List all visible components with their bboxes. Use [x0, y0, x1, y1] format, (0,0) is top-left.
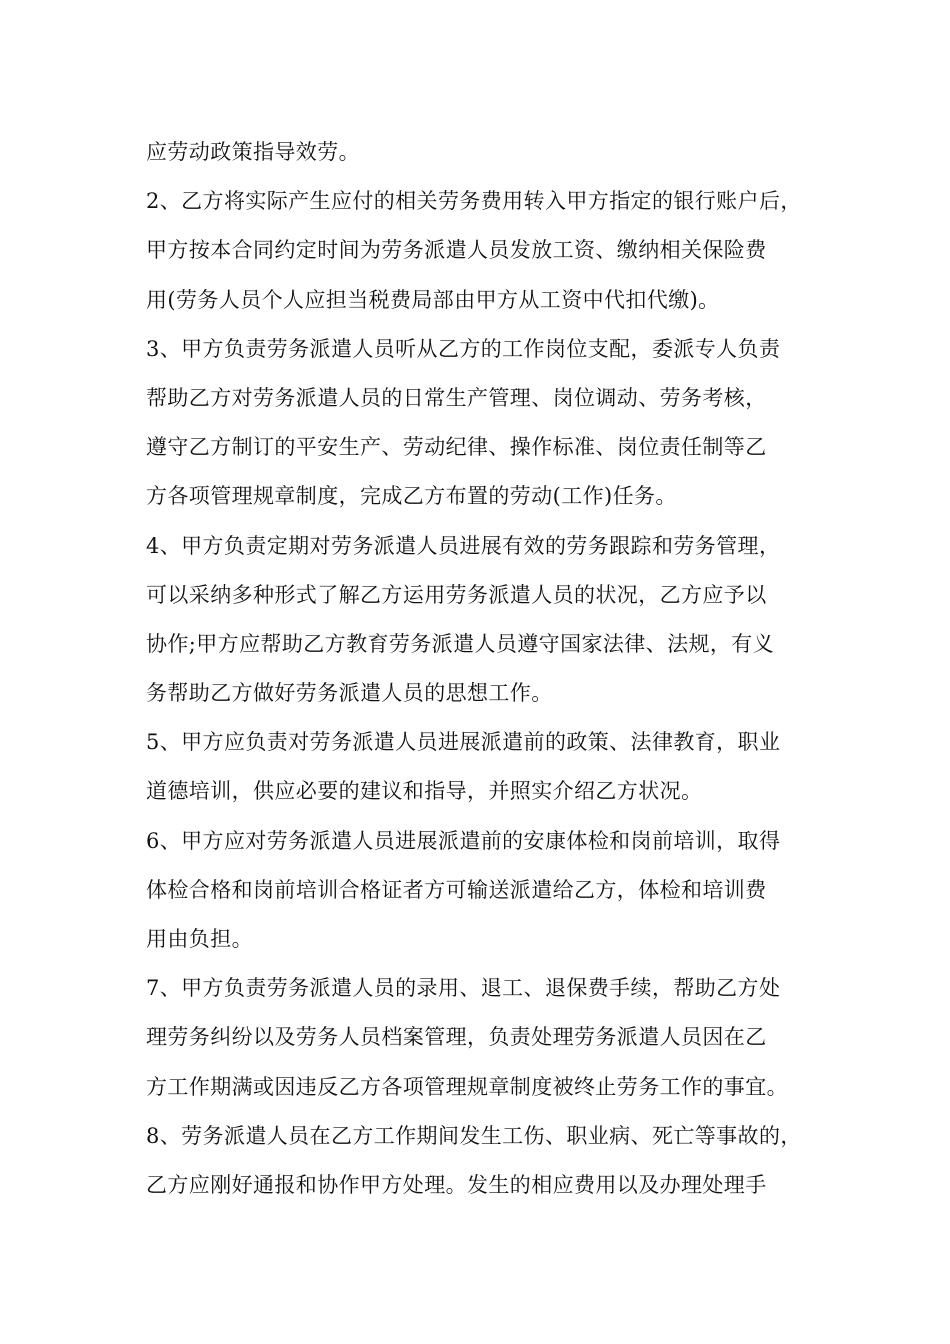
text-line: 应劳动政策指导效劳。	[146, 140, 360, 164]
text-line: 用(劳务人员个人应担当税费局部由甲方从工资中代扣代缴)。	[146, 287, 720, 312]
text-line: 方工作期满或因违反乙方各项管理规章制度被终止劳务工作的事宜。	[146, 1074, 788, 1099]
text-line: 5、甲方应负责对劳务派遣人员进展派遣前的政策、法律教育，职业	[146, 730, 781, 755]
text-line: 遵守乙方制订的平安生产、劳动纪律、操作标准、岗位责任制等乙	[146, 435, 767, 460]
text-line: 用由负担。	[146, 927, 253, 951]
text-line: 理劳务纠纷以及劳务人员档案管理，负责处理劳务派遣人员因在乙	[146, 1025, 767, 1050]
text-line: 3、甲方负责劳务派遣人员听从乙方的工作岗位支配，委派专人负责	[146, 336, 781, 361]
text-line: 8、劳务派遣人员在乙方工作期间发生工伤、职业病、死亡等事故的，	[146, 1123, 802, 1148]
text-line: 6、甲方应对劳务派遣人员进展派遣前的安康体检和岗前培训，取得	[146, 828, 781, 853]
text-line: 乙方应刚好通报和协作甲方处理。发生的相应费用以及办理处理手	[146, 1172, 767, 1197]
text-line: 甲方按本合同约定时间为劳务派遣人员发放工资、缴纳相关保险费	[146, 238, 767, 263]
text-line: 体检合格和岗前培训合格证者方可输送派遣给乙方，体检和培训费	[146, 877, 767, 902]
text-line: 可以采纳多种形式了解乙方运用劳务派遣人员的状况，乙方应予以	[146, 582, 767, 607]
text-line: 方各项管理规章制度，完成乙方布置的劳动(工作)任务。	[146, 484, 677, 509]
text-line: 帮助乙方对劳务派遣人员的日常生产管理、岗位调动、劳务考核，	[146, 385, 767, 410]
text-line: 协作;甲方应帮助乙方教育劳务派遣人员遵守国家法律、法规，有义	[146, 631, 775, 656]
text-line: 7、甲方负责劳务派遣人员的录用、退工、退保费手续，帮助乙方处	[146, 976, 781, 1001]
text-line: 道德培训，供应必要的建议和指导，并照实介绍乙方状况。	[146, 779, 703, 804]
text-line: 2、乙方将实际产生应付的相关劳务费用转入甲方指定的银行账户后，	[146, 189, 802, 214]
text-line: 4、甲方负责定期对劳务派遣人员进展有效的劳务跟踪和劳务管理，	[146, 533, 781, 558]
text-line: 务帮助乙方做好劳务派遣人员的思想工作。	[146, 681, 553, 706]
contract-body-text	[146, 128, 846, 1210]
